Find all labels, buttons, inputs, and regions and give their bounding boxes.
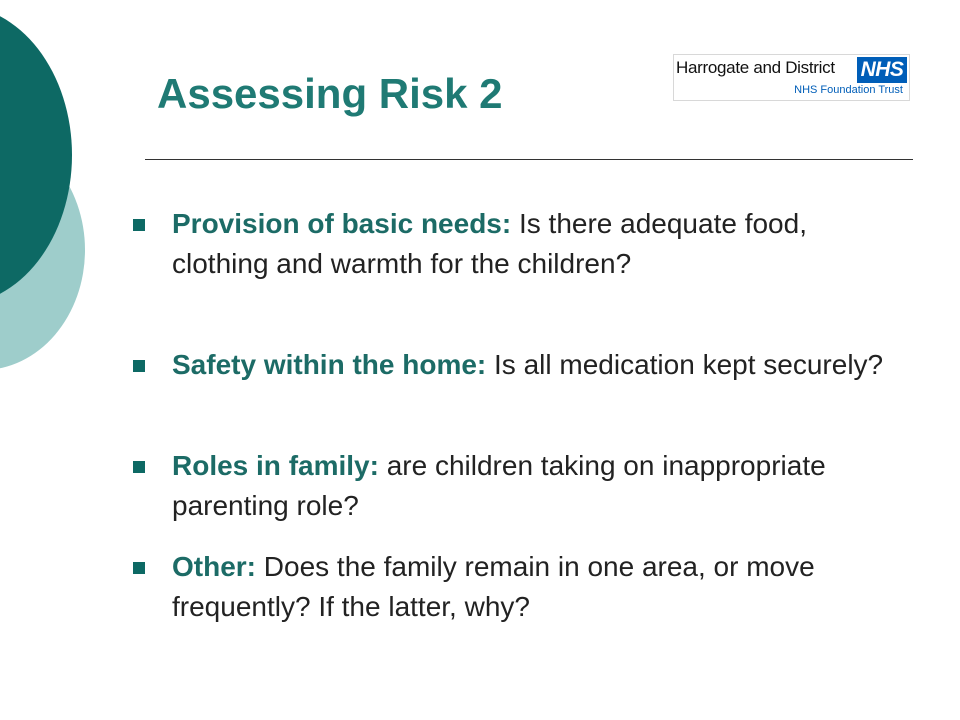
square-bullet-icon	[133, 461, 145, 473]
square-bullet-icon	[133, 360, 145, 372]
bullet-lead: Provision of basic needs:	[172, 208, 512, 239]
nhs-badge-icon: NHS	[857, 57, 907, 83]
bullet-body: Is all medication kept securely?	[494, 349, 884, 380]
bullet-body: Does the family remain in one area, or move frequently? If the latter, why?	[172, 551, 815, 622]
title-divider	[145, 159, 913, 160]
bullet-lead: Roles in family:	[172, 450, 379, 481]
logo-trust-name: Harrogate and District	[676, 58, 835, 77]
bullet-text	[172, 204, 892, 284]
bullet-lead: Other:	[172, 551, 256, 582]
bullet-text	[172, 345, 892, 385]
bullet-text	[172, 547, 892, 627]
logo-subtitle: NHS Foundation Trust	[794, 84, 903, 96]
bullet-text	[172, 446, 892, 526]
bullet-body: Is there adequate food, clothing and warmth for the children?	[172, 208, 807, 279]
square-bullet-icon	[133, 219, 145, 231]
bullet-body: are children taking on inappropriate parenting role?	[172, 450, 826, 521]
square-bullet-icon	[133, 562, 145, 574]
bullet-lead: Safety within the home:	[172, 349, 487, 380]
nhs-trust-logo	[673, 54, 910, 101]
slide-title: Assessing Risk 2	[157, 70, 503, 117]
